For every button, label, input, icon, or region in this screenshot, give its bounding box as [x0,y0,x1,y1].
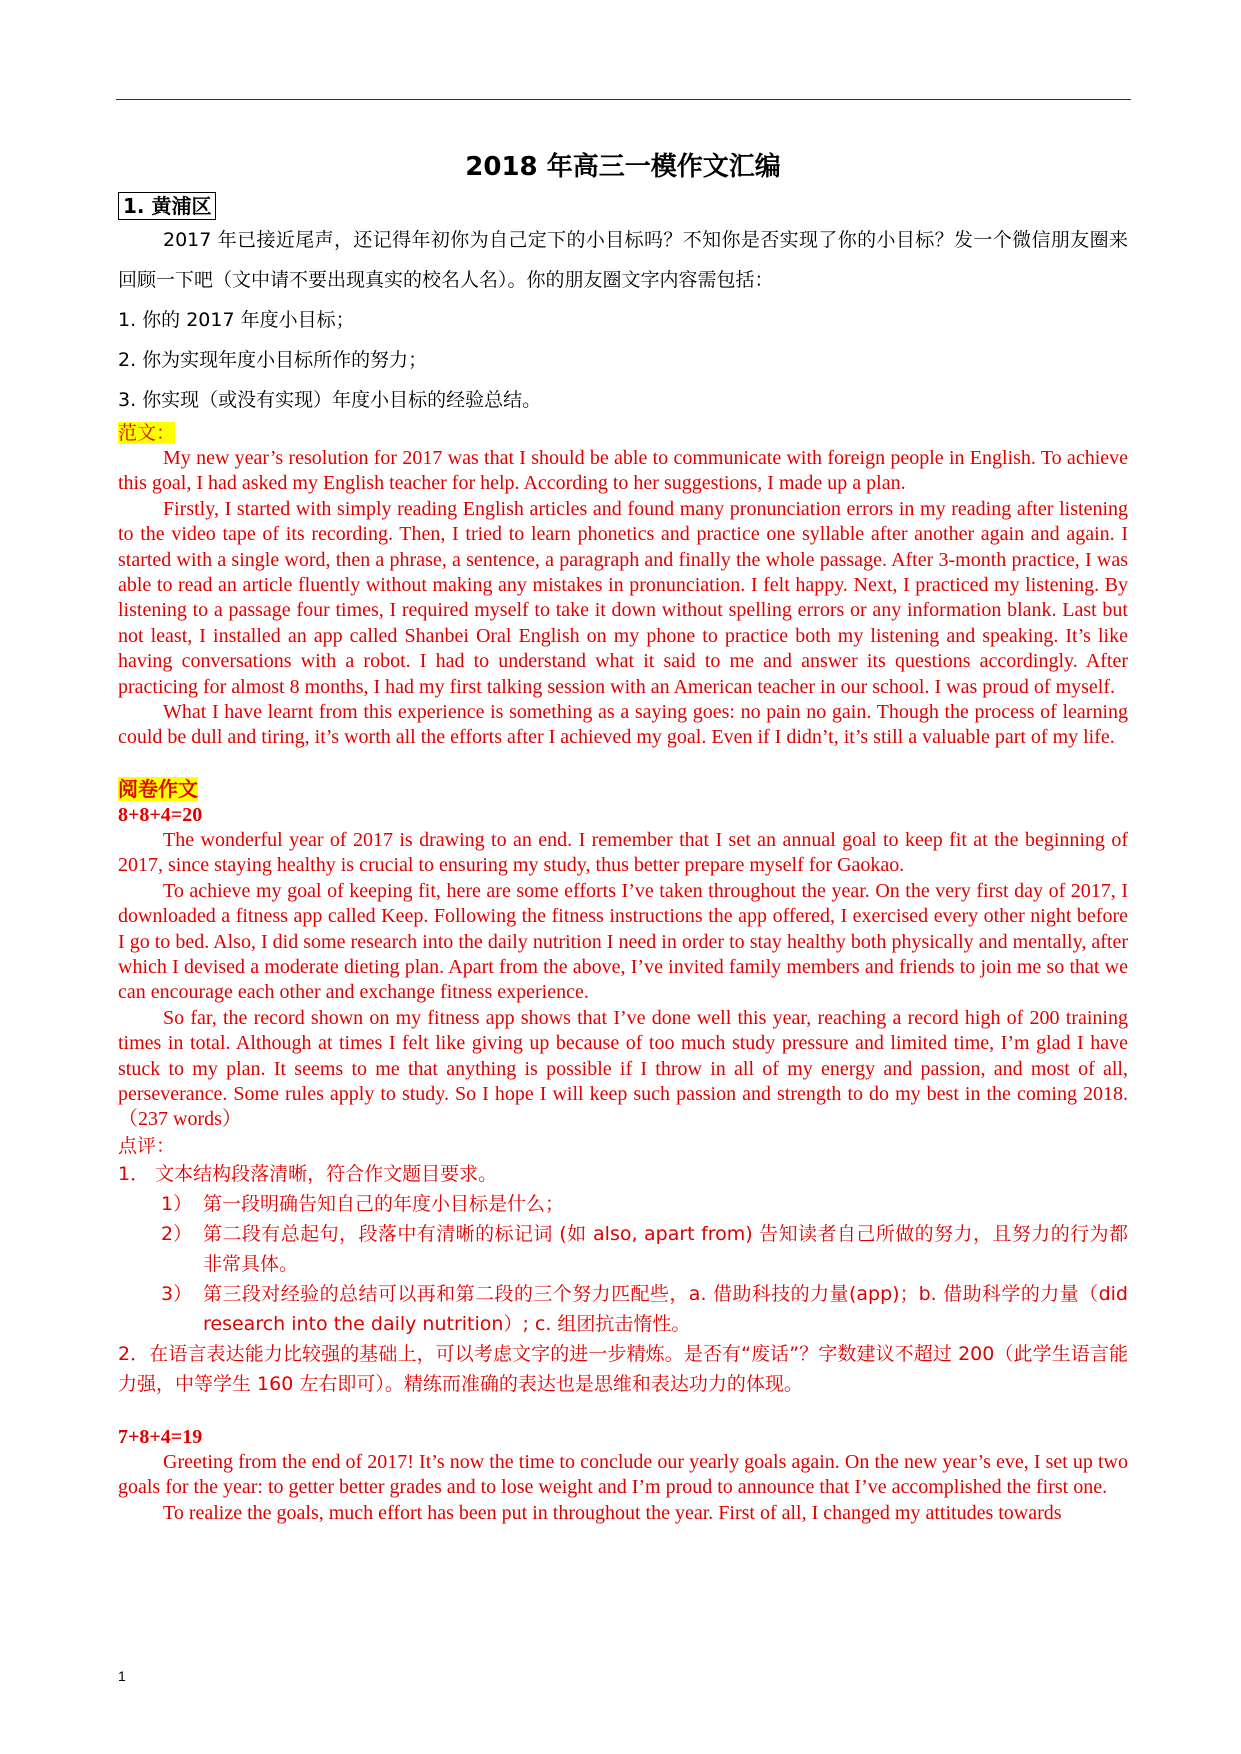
document-page [118,150,1128,1526]
page-title: 2018 年高三一模作文汇编 [465,152,781,182]
comment-sub-1 [118,1189,1128,1219]
comment-sub-1-num: 1） [161,1192,193,1215]
comment-sub-2-num: 2） [161,1222,193,1245]
prompt-item-2: 2. 你为实现年度小目标所作的努力； [118,349,428,371]
comment-label: 点评： [118,1134,176,1157]
page-number: 1 [118,1668,126,1684]
prompt-item-3: 3. 你实现（或没有实现）年度小目标的经验总结。 [118,389,542,411]
comment-sub-2 [118,1219,1128,1279]
model-essay-paragraph-2: Firstly, I started with simply reading English articles and found many pronunciation errors in my reading after listening to the video tape of its recording. Then, I tried to learn phonetics and practice one syllable after another again and again. I started with a single word, then a phrase, a sentence, a paragraph and finally the whole passage. After 3-month practice, I was able to read an article fluently without making any mistakes in pronunciation. I felt happy. Next, I practiced my listening. By listening to a passage four times, I required myself to take it down without spelling errors or any information blank. Last but not least, I installed an app called Shanbei Oral English on my phone to practice both my listening and speaking. It’s like having conversations with a robot. I had to understand what it said to me and answer its questions accordingly. After practicing for almost 8 months, I had my first talking session with an American teacher in our school. I was proud of myself. [118,497,1128,698]
model-essay-label: 范文： [118,422,176,444]
essay-2-paragraph-1: Greeting from the end of 2017! It’s now the time to conclude our yearly goals again. On the new year’s eve, I set up two goals for the year: to getter better grades and to lose weight and I’m proud to announce that I’ve accomplished the first one. [118,1450,1128,1499]
comment-point-1: 1． 文本结构段落清晰，符合作文题目要求。 [118,1162,498,1185]
comment-sub-2-text: 第二段有总起句，段落中有清晰的标记词 (如 also, apart from) 告知读者自己所做的努力，且努力的行为都非常具体。 [203,1222,1128,1275]
prompt-item-1: 1. 你的 2017 年度小目标； [118,309,355,331]
essay-1-paragraph-1: The wonderful year of 2017 is drawing to an end. I remember that I set an annual goal to keep fit at the beginning of 2017, since staying healthy is crucial to ensuring my study, thus better prepare myself for Gaokao. [118,828,1128,877]
graded-essays-label: 阅卷作文 [118,776,198,801]
essay-2-score: 7+8+4=19 [118,1425,203,1448]
essay-1-paragraph-2: To achieve my goal of keeping fit, here are some efforts I’ve taken throughout the year. On the very first day of 2017, I downloaded a fitness app called Keep. Following the fitness instructions the app offered, I exercised every other night before I go to bed. Also, I did some research into the daily nutrition I need in order to stay healthy both physically and mentally, after which I devised a moderate dieting plan. Apart from the above, I’ve invited family members and friends to join me so that we can encourage each other and exchange fitness experience. [118,879,1128,1004]
prompt-intro: 2017 年已接近尾声，还记得年初你为自己定下的小目标吗？不知你是否实现了你的小目标？发一个微信朋友圈来回顾一下吧（文中请不要出现真实的校名人名）。你的朋友圈文字内容需包括： [118,229,1128,291]
header-rule [116,99,1131,100]
comment-sub-1-text: 第一段明确告知自己的年度小目标是什么； [203,1192,565,1215]
district-heading: 1. 黄浦区 [118,192,216,220]
comment-sub-3-text: 第三段对经验的总结可以再和第二段的三个努力匹配些，a. 借助科技的力量(app)；b. 借助科学的力量（did research into the daily nutrition）; c. 组团抗击惰性。 [203,1282,1128,1335]
model-essay-paragraph-1: My new year’s resolution for 2017 was that I should be able to communicate with foreign people in English. To achieve this goal, I had asked my English teacher for help. According to her suggestions, I made up a plan. [118,447,1128,495]
comment-point-2: 2．在语言表达能力比较强的基础上，可以考虑文字的进一步精炼。是否有“废话”？字数建议不超过 200（此学生语言能力强，中等学生 160 左右即可）。精练而准确的表达也是思维和表达功力的体现。 [118,1342,1128,1395]
essay-1-paragraph-3: So far, the record shown on my fitness app shows that I’ve done well this year, reaching a record high of 200 training times in total. Although at times I felt like giving up because of too much study pressure and limited time, I’m glad I have stuck to my plan. It seems to me that anything is possible if I throw in all of my energy and passion, and most of all, perseverance. Some rules apply to study. So I hope I will keep such passion and strength to do my best in the coming 2018. （237 words） [118,1006,1128,1131]
essay-2-paragraph-2: To realize the goals, much effort has been put in throughout the year. First of all, I changed my attitudes towards [163,1501,1062,1524]
comment-sub-3-num: 3） [161,1282,193,1305]
essay-1-score: 8+8+4=20 [118,803,203,826]
comment-sub-3 [118,1279,1128,1339]
model-essay-paragraph-3: What I have learnt from this experience is something as a saying goes: no pain no gain. Though the process of learning could be dull and tiring, it’s worth all the efforts after I achieved my goal. Even if I didn’t, it’s still a valuable part of my life. [118,701,1128,749]
